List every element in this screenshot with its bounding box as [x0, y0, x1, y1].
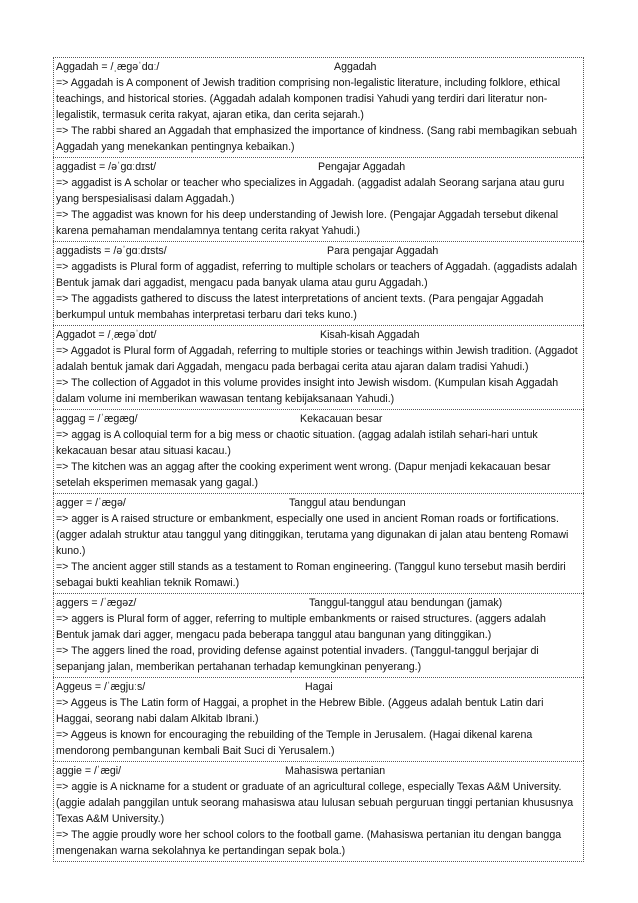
entry-head	[56, 327, 581, 343]
entry-agger	[53, 493, 584, 593]
entry-word: Aggeus = /ˈægjuːs/	[56, 681, 146, 693]
entry-definition: => agger is A raised structure or embankment, especially one used in ancient Roman roads or fortifications. (agger adalah struktur atau tanggul yang ditinggikan, terutama yang digunakan di jalan atau benteng Romawi kuno.)	[56, 513, 569, 557]
entry-aggeus	[53, 677, 584, 761]
entry-definition: => aggag is A colloquial term for a big mess or chaotic situation. (aggag adalah istilah sehari-hari untuk kekacauan besar atau situasi kacau.)	[56, 429, 538, 457]
entry-word: aggie = /ˈægi/	[56, 765, 122, 777]
entry-word: aggadists = /əˈgɑːdɪsts/	[56, 245, 167, 257]
entry-head	[56, 679, 581, 695]
entry-example: => The rabbi shared an Aggadah that emphasized the importance of kindness. (Sang rabi membagikan sebuah Aggadah yang menekankan pentingnya kebaikan.)	[56, 125, 578, 153]
entry-head	[56, 243, 581, 259]
entry-head	[56, 159, 581, 175]
dictionary-page	[53, 57, 584, 862]
entry-head	[56, 595, 581, 611]
entry-translation: Kekacauan besar	[300, 413, 383, 425]
entry-aggie	[53, 761, 584, 862]
entry-example: => The ancient agger still stands as a testament to Roman engineering. (Tanggul kuno tersebut masih berdiri sebagai bukti keahlian teknik Romawi.)	[56, 561, 566, 589]
entry-translation: Aggadah	[334, 61, 377, 73]
entry-definition: => Aggadot is Plural form of Aggadah, referring to multiple stories or teachings within Jewish tradition. (Aggadot adalah bentuk jamak dari Aggadah, mengacu pada berbagai cerita atau ajaran dalam tradisi Yahudi.)	[56, 345, 578, 373]
entry-definition: => Aggadah is A component of Jewish tradition comprising non-legalistic literature, including folklore, ethical teachings, and historical stories. (Aggadah adalah komponen tradisi Yahudi yang terdiri dari literatur non-legalistik, termasuk cerita rakyat, ajaran etika, dan cerita sejarah.)	[56, 77, 561, 121]
entry-definition: => aggers is Plural form of agger, referring to multiple embankments or raised structures. (aggers adalah Bentuk jamak dari agger, mengacu pada beberapa tanggul atau bangunan yang ditinggikan.)	[56, 613, 546, 641]
entry-head	[56, 763, 581, 779]
entry-translation: Mahasiswa pertanian	[285, 765, 386, 777]
entry-aggadot	[53, 325, 584, 409]
entry-word: aggadist = /əˈgɑːdɪst/	[56, 161, 157, 173]
entry-aggadist	[53, 157, 584, 241]
entry-definition: => Aggeus is The Latin form of Haggai, a prophet in the Hebrew Bible. (Aggeus adalah bentuk Latin dari Haggai, seorang nabi dalam Alkitab Ibrani.)	[56, 697, 544, 725]
entry-aggers	[53, 593, 584, 677]
entry-word: aggag = /ˈægæg/	[56, 413, 138, 425]
entry-head	[56, 411, 581, 427]
entry-definition: => aggadist is A scholar or teacher who specializes in Aggadah. (aggadist adalah Seorang sarjana atau guru yang berspesialisasi dalam Aggadah.)	[56, 177, 565, 205]
entry-example: => Aggeus is known for encouraging the rebuilding of the Temple in Jerusalem. (Hagai dikenal karena mendorong pembangunan kembali Bait Suci di Yerusalem.)	[56, 729, 533, 757]
entry-translation: Tanggul-tanggul atau bendungan (jamak)	[309, 597, 503, 609]
entry-example: => The collection of Aggadot in this volume provides insight into Jewish wisdom. (Kumpulan kisah Aggadah dalam volume ini memberikan wawasan tentang kebijaksanaan Yahudi.)	[56, 377, 559, 405]
entry-translation: Tanggul atau bendungan	[289, 497, 406, 509]
entry-aggadah	[53, 57, 584, 157]
entry-example: => The kitchen was an aggag after the cooking experiment went wrong. (Dapur menjadi kekacauan besar setelah eksperimen memasak yang gagal.)	[56, 461, 551, 489]
entry-head	[56, 495, 581, 511]
entry-word: Aggadot = /ˌægəˈdɒt/	[56, 329, 157, 341]
entry-aggadists	[53, 241, 584, 325]
entry-word: Aggadah = /ˌægəˈdɑː/	[56, 61, 160, 73]
entry-definition: => aggie is A nickname for a student or graduate of an agricultural college, especially Texas A&M University. (aggie adalah panggilan untuk seorang mahasiswa atau lulusan sebuah perguruan tinggi pertanian khususnya Texas A&M University.)	[56, 781, 574, 825]
entry-example: => The aggadists gathered to discuss the latest interpretations of ancient texts. (Para pengajar Aggadah berkumpul untuk membahas interpretasi terbaru dari teks kuno.)	[56, 293, 544, 321]
entry-translation: Pengajar Aggadah	[318, 161, 406, 173]
entry-aggag	[53, 409, 584, 493]
entry-word: agger = /ˈægə/	[56, 497, 126, 509]
entry-word: aggers = /ˈægəz/	[56, 597, 137, 609]
entry-translation: Para pengajar Aggadah	[327, 245, 439, 257]
entry-definition: => aggadists is Plural form of aggadist, referring to multiple scholars or teachers of Aggadah. (aggadists adalah Bentuk jamak dari aggadist, mengacu pada banyak ulama atau guru Aggadah.)	[56, 261, 578, 289]
entry-translation: Hagai	[305, 681, 333, 693]
entry-translation: Kisah-kisah Aggadah	[320, 329, 420, 341]
entry-example: => The aggers lined the road, providing defense against potential invaders. (Tanggul-tanggul berjajar di sepanjang jalan, memberikan pertahanan terhadap kemungkinan penyerang.)	[56, 645, 539, 673]
entry-head	[56, 59, 581, 75]
entry-example: => The aggie proudly wore her school colors to the football game. (Mahasiswa pertanian itu dengan bangga mengenakan warna sekolahnya ke pertandingan sepak bola.)	[56, 829, 562, 857]
entry-example: => The aggadist was known for his deep understanding of Jewish lore. (Pengajar Aggadah tersebut dikenal karena pemahaman mendalamnya tentang cerita rakyat Yahudi.)	[56, 209, 559, 237]
